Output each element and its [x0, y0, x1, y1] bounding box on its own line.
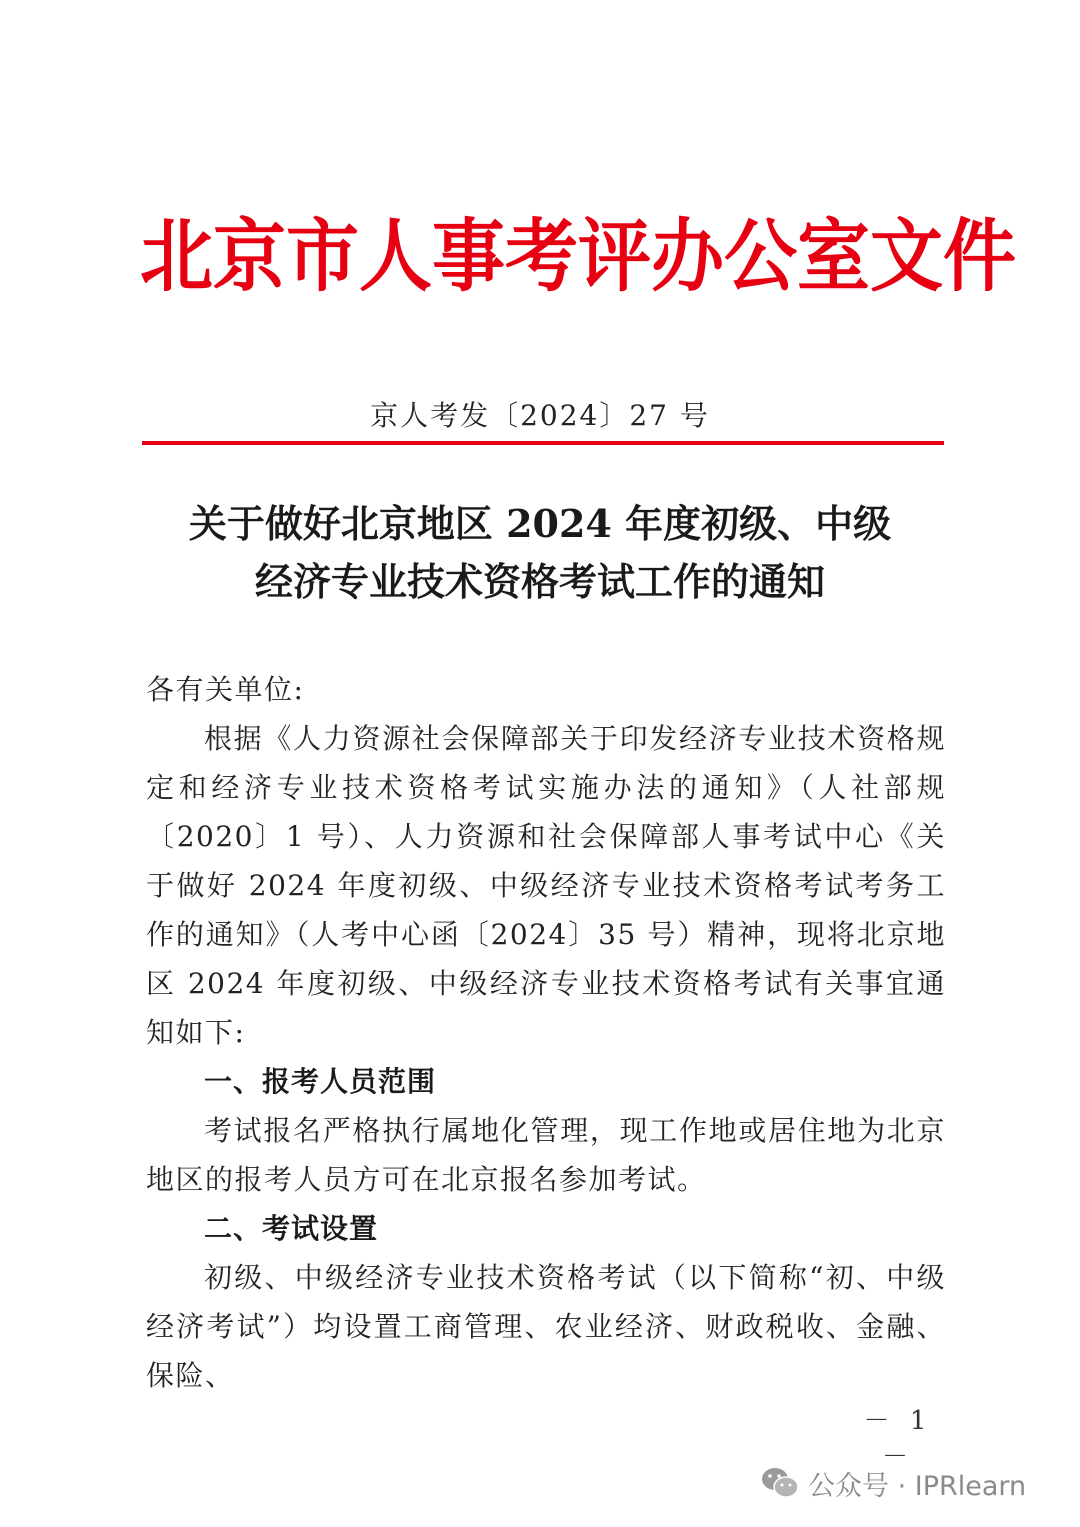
title-line-1: 关于做好北京地区 2024 年度初级、中级 [188, 501, 892, 546]
section-heading-exam-setup: 二、考试设置 [204, 1212, 379, 1245]
section-heading-applicants: 一、报考人员范围 [204, 1065, 437, 1098]
document-title [0, 495, 1080, 611]
salutation: 各有关单位: [146, 673, 305, 706]
red-divider-line [142, 441, 944, 445]
document-body [146, 665, 946, 1400]
watermark-text: 公众号 · IPRlearn [808, 1470, 1027, 1502]
watermark [760, 1463, 1026, 1503]
paragraph-basis: 根据《人力资源社会保障部关于印发经济专业技术资格规定和经济专业技术资格考试实施办法的通知》（人社部规〔2020〕1 号）、人力资源和社会保障部人事考试中心《关于做好 2024 年度初级、中级经济专业技术资格考试考务工作的通知》（人考中心函〔2024〕35 号）精神，现将北京地区 2024 年度初级、中级经济专业技术资格考试有关事宜通知如下: [146, 722, 946, 1049]
wechat-icon [760, 1465, 800, 1501]
paragraph-applicants: 考试报名严格执行属地化管理，现工作地或居住地为北京地区的报考人员方可在北京报名参加考试。 [146, 1114, 946, 1196]
masthead: 北京市人事考评办公室文件 [140, 210, 1016, 303]
paragraph-exam-setup: 初级、中级经济专业技术资格考试（以下简称“初、中级经济考试”）均设置工商管理、农业经济、财政税收、金融、保险、 [146, 1261, 946, 1392]
document-number: 京人考发〔2024〕27 号 [370, 399, 710, 432]
title-line-2: 经济专业技术资格考试工作的通知 [254, 559, 825, 604]
page-number: － 1 － [863, 1406, 933, 1472]
